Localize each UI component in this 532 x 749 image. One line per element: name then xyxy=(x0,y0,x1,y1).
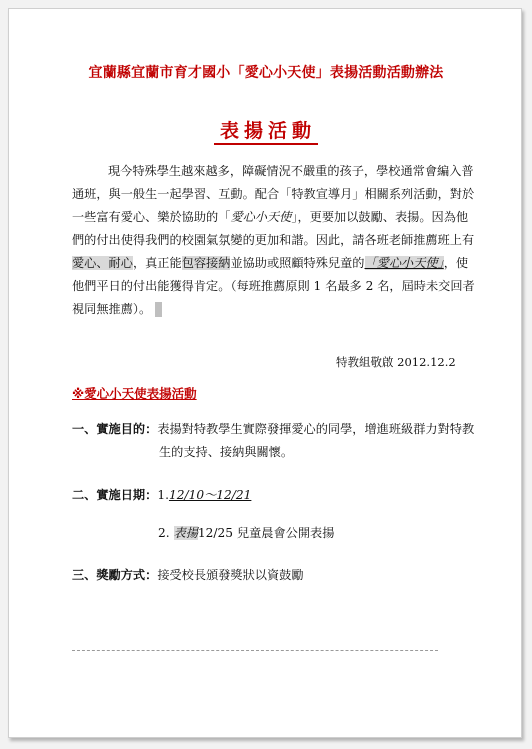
main-title xyxy=(0,116,532,143)
signature-date: 特教組敬啟 2012.12.2 xyxy=(336,355,456,369)
item-purpose xyxy=(72,418,474,441)
document-header-title: 宜蘭縣宜蘭市育才國小「愛心小天使」表揚活動活動辦法 xyxy=(88,65,444,81)
intro-line: 視同無推薦）。 xyxy=(72,302,152,316)
intro-line: 並協助或照顧特殊兒童的 xyxy=(230,256,365,270)
item-value: 表揚對特教學生實際發揮愛心的同學，增進班級群力對特教 xyxy=(157,422,475,436)
intro-paragraph xyxy=(72,160,492,321)
highlight-text: 愛心、耐心 xyxy=(72,256,133,270)
intro-line: ，使 xyxy=(443,256,469,270)
item-label: 一、實施目的： xyxy=(72,422,158,436)
text-cursor xyxy=(155,302,162,317)
item-number: 2. xyxy=(158,526,170,540)
intro-line: 一些富有愛心、樂於協助的「 xyxy=(72,210,231,224)
item-date-second xyxy=(158,522,334,545)
item-purpose-continued xyxy=(159,441,293,464)
item-value: 接受校長頒發獎狀以資鼓勵 xyxy=(157,568,304,582)
intro-emphasis: 愛心小天使 xyxy=(230,210,292,224)
intro-line: 現今特殊學生越來越多，障礙情況不嚴重的孩子，學校通常會編入普 xyxy=(108,164,474,178)
item-emphasis: 表揚 xyxy=(173,526,198,540)
item-date xyxy=(72,484,251,507)
item-value: 12/25 兒童晨會公開表揚 xyxy=(197,526,335,540)
footer-divider xyxy=(72,650,438,651)
item-value: 生的支持、接納與關懷。 xyxy=(159,445,294,459)
item-value: 12/10～12/21 xyxy=(168,488,252,502)
section-heading: ※愛心小天使表揚活動 xyxy=(72,386,197,401)
intro-emphasis: 「愛心小天使」 xyxy=(364,256,444,270)
item-number: 1. xyxy=(157,488,169,502)
item-label: 三、獎勵方式： xyxy=(72,568,158,582)
intro-line: 他們平日的付出能獲得肯定。（每班推薦原則 1 名最多 2 名，屆時未交回者 xyxy=(72,279,475,293)
item-label: 二、實施日期： xyxy=(72,488,158,502)
intro-line: 」，更要加以鼓勵、表揚。因為他 xyxy=(291,210,469,224)
highlight-text: 包容接納 xyxy=(181,256,231,270)
main-title-text: 表揚活動 xyxy=(214,120,318,145)
intro-line: 們的付出使得我們的校園氣氛變的更加和諧。因此，請各班老師推薦班上有 xyxy=(72,233,475,247)
intro-line: ，真正能 xyxy=(132,256,182,270)
intro-line: 通班，與一般生一起學習、互動。配合「特教宣導月」相關系列活動，對於 xyxy=(72,187,475,201)
item-reward xyxy=(72,564,304,587)
